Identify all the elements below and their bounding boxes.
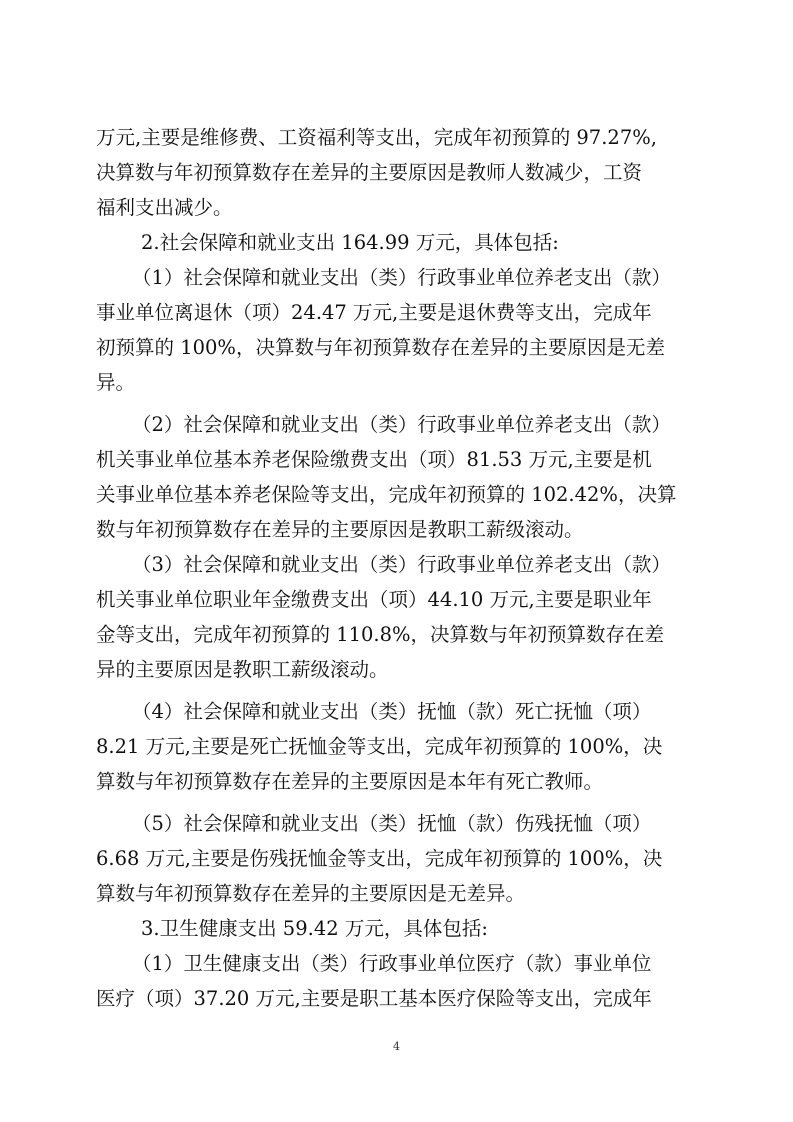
- text-line: 6.68 万元,主要是伤残抚恤金等支出，完成年初预算的 100%，决: [96, 847, 663, 870]
- text-line: （3）社会保障和就业支出（类）行政事业单位养老支出（款）: [132, 553, 671, 576]
- text-line: （5）社会保障和就业支出（类）抚恤（款）伤残抚恤（项）: [132, 812, 652, 835]
- page-number: 4: [393, 1040, 400, 1053]
- text-line: （1）卫生健康支出（类）行政事业单位医疗（款）事业单位: [132, 952, 652, 975]
- text-line: 8.21 万元,主要是死亡抚恤金等支出，完成年初预算的 100%，决: [96, 735, 663, 758]
- text-line: 算数与年初预算数存在差异的主要原因是本年有死亡教师。: [96, 770, 604, 793]
- text-line: 金等支出，完成年初预算的 110.8%，决算数与年初预算数存在差: [96, 623, 665, 646]
- text-line: 事业单位离退休（项）24.47 万元,主要是退休费等支出，完成年: [96, 301, 652, 324]
- text-line: 决算数与年初预算数存在差异的主要原因是教师人数减少，工资: [96, 161, 643, 184]
- text-line: 异的主要原因是教职工薪级滚动。: [96, 658, 389, 681]
- text-line: 初预算的 100%，决算数与年初预算数存在差异的主要原因是无差: [96, 336, 665, 359]
- text-line: 万元,主要是维修费、工资福利等支出，完成年初预算的 97.27%,: [96, 126, 657, 149]
- text-line: （1）社会保障和就业支出（类）行政事业单位养老支出（款）: [132, 266, 671, 289]
- text-line: 异。: [96, 371, 136, 394]
- text-line: 机关事业单位基本养老保险缴费支出（项）81.53 万元,主要是机: [96, 448, 652, 471]
- text-line: 算数与年初预算数存在差异的主要原因是无差异。: [96, 882, 526, 905]
- text-line: 数与年初预算数存在差异的主要原因是教职工薪级滚动。: [96, 518, 584, 541]
- text-line: 机关事业单位职业年金缴费支出（项）44.10 万元,主要是职业年: [96, 588, 652, 611]
- text-line: 关事业单位基本养老保险等支出，完成年初预算的 102.42%，决算: [96, 483, 677, 506]
- text-line: （2）社会保障和就业支出（类）行政事业单位养老支出（款）: [132, 413, 671, 436]
- text-line: 福利支出减少。: [96, 196, 233, 219]
- text-line: 3.卫生健康支出 59.42 万元，具体包括:: [141, 917, 488, 940]
- text-line: 医疗（项）37.20 万元,主要是职工基本医疗保险等支出，完成年: [96, 987, 652, 1010]
- text-line: （4）社会保障和就业支出（类）抚恤（款）死亡抚恤（项）: [132, 700, 652, 723]
- text-line: 2.社会保障和就业支出 164.99 万元，具体包括:: [141, 231, 559, 254]
